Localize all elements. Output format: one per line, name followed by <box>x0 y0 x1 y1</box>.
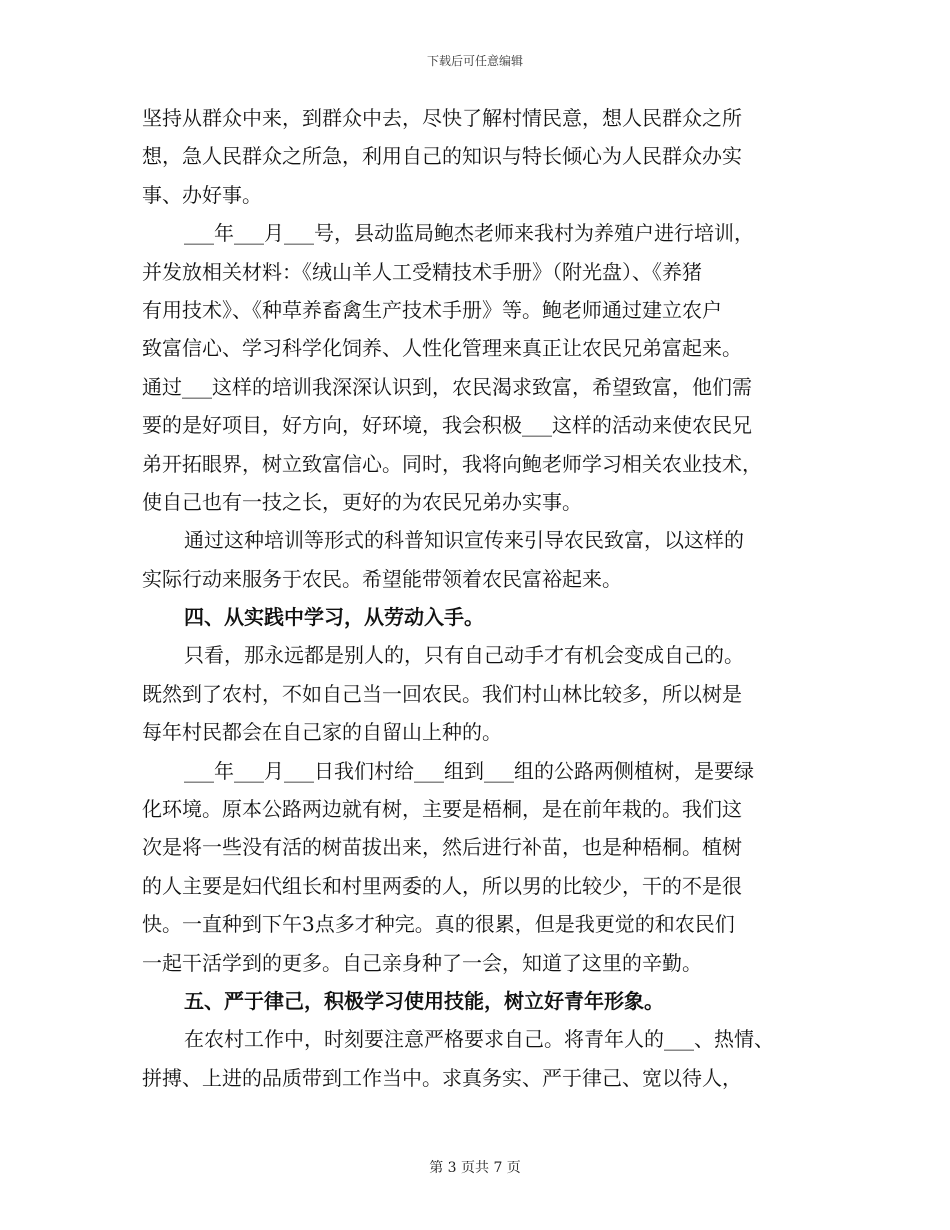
text-line: 只看，那永远都是别人的，只有自己动手才有机会变成自己的。 <box>184 643 744 668</box>
document-body <box>142 108 810 1106</box>
section-heading: 四、从实践中学习，从劳动入手。 <box>184 605 484 630</box>
section-heading: 五、严于律己，积极学习使用技能，树立好青年形象。 <box>184 988 664 1013</box>
text-line: 有用技术》、《种草养畜禽生产技术手册》等。鲍老师通过建立农户 <box>142 297 722 322</box>
text-line: 一起干活学到的更多。自己亲身种了一会，知道了这里的辛勤。 <box>142 950 702 975</box>
text-line: 化环境。原本公路两边就有树，主要是梧桐，是在前年栽的。我们这 <box>142 797 742 822</box>
text-line: 每年村民都会在自己家的自留山上种的。 <box>142 720 502 745</box>
text-line: 并发放相关材料：《绒山羊人工受精技术手册》（附光盘）、《养猪 <box>142 259 702 284</box>
text-line: 实际行动来服务于农民。希望能带领着农民富裕起来。 <box>142 566 622 591</box>
text-line: 快。一直种到下午3点多才种完。真的很累，但是我更觉的和农民们 <box>142 912 735 937</box>
text-line: 事、办好事。 <box>142 182 262 207</box>
text-line: 通过___这样的培训我深深认识到，农民渴求致富，希望致富，他们需 <box>142 374 752 399</box>
text-line: 想，急人民群众之所急，利用自己的知识与特长倾心为人民群众办实 <box>142 144 742 169</box>
text-line: 在农村工作中，时刻要注意严格要求自己。将青年人的___、热情、 <box>184 1027 774 1052</box>
text-line: 既然到了农村，不如自己当一回农民。我们村山林比较多，所以树是 <box>142 681 742 706</box>
text-line: ___年___月___日我们村给___组到___组的公路两侧植树，是要绿 <box>184 758 754 783</box>
page-header: 下载后可任意编辑 <box>426 54 523 68</box>
text-line: 弟开拓眼界，树立致富信心。同时，我将向鲍老师学习相关农业技术， <box>142 451 762 476</box>
text-line: 坚持从群众中来，到群众中去，尽快了解村情民意，想人民群众之所 <box>142 106 742 130</box>
text-line: 次是将一些没有活的树苗拔出来，然后进行补苗，也是种梧桐。植树 <box>142 835 742 860</box>
text-line: 致富信心、学习科学化饲养、人性化管理来真正让农民兄弟富起来。 <box>142 336 742 361</box>
text-line: 使自己也有一技之长，更好的为农民兄弟办实事。 <box>142 489 582 514</box>
page-footer: 第 3 页共 7 页 <box>429 1160 521 1176</box>
text-line: 要的是好项目，好方向，好环境，我会积极___这样的活动来使农民兄 <box>142 413 752 438</box>
text-line: 通过这种培训等形式的科普知识宣传来引导农民致富，以这样的 <box>184 528 744 553</box>
text-line: 拼搏、上进的品质带到工作当中。求真务实、严于律己、宽以待人， <box>142 1065 742 1090</box>
text-line: ___年___月___号，县动监局鲍杰老师来我村为养殖户进行培训， <box>184 221 754 246</box>
text-line: 的人主要是妇代组长和村里两委的人，所以男的比较少，干的不是很 <box>142 873 742 898</box>
